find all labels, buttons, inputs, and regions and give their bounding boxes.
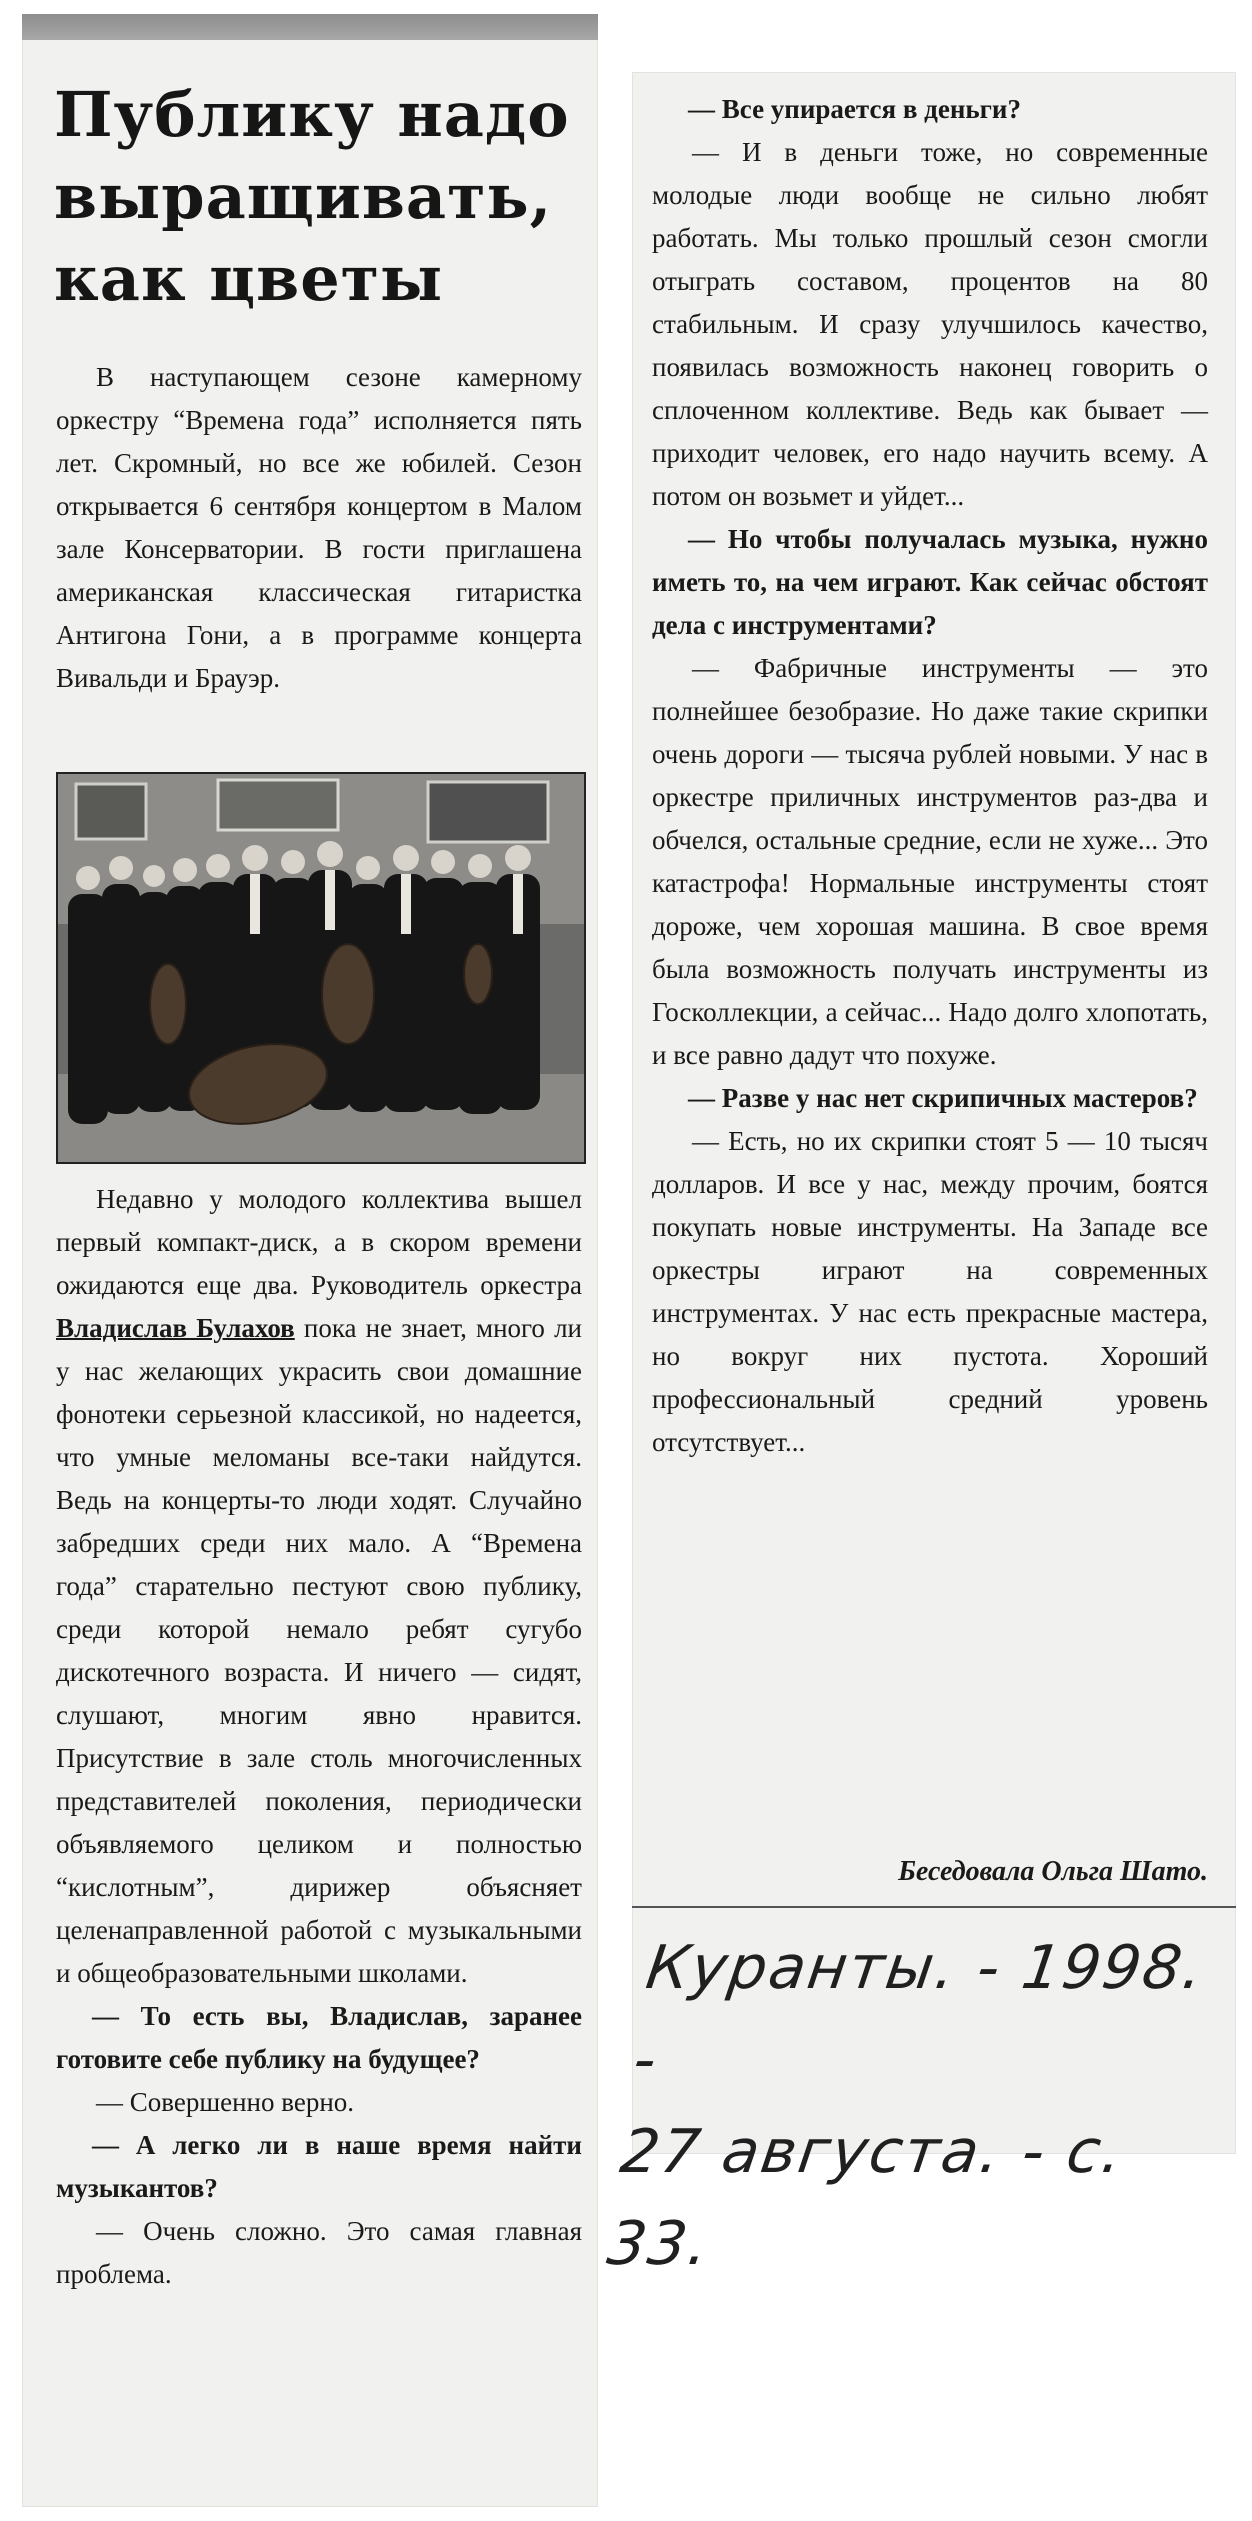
answer-3: — И в деньги тоже, но современные молодые люди вообще не сильно любят работать. Мы только прошлый сезон смогли отыграть составом, процентов на 80 стабильным. И сразу улучшилось качество, появилась возможность наконец говорить о сплоченном коллективе. Ведь как бывает — приходит человек, его надо научить всему. А потом он возьмет и уйдет... <box>652 137 1208 511</box>
story-left-column <box>56 1178 582 2296</box>
orchestra-photo <box>56 772 586 1164</box>
question-5: — Разве у нас нет скрипичных мастеров? <box>688 1083 1198 1113</box>
story-paragraph-1 <box>56 1178 582 1995</box>
article-clipping-left <box>22 14 598 2507</box>
story-text: Недавно у молодого коллектива вышел первый компакт-диск, а в скором времени ожидаются еще два. Руководитель оркестра <box>56 1184 582 1300</box>
handwritten-citation <box>603 1922 1244 2279</box>
question-3: — Все упирается в деньги? <box>688 94 1021 124</box>
intro-text: В наступающем сезоне камерному оркестру “Времена года” исполняется пять лет. Скромный, но все же юбилей. Сезон открывается 6 сентября концертом в Малом зале Консерватории. В гости приглашена американская классическая гитаристка Антигона Гони, а в программе концерта Вивальди и Брауэр. <box>56 362 582 693</box>
answer-2: — Очень сложно. Это самая главная проблема. <box>56 2216 582 2289</box>
question-4: — Но чтобы получалась музыка, нужно иметь то, на чем играют. Как сейчас обстоят дела с инструментами? <box>652 524 1208 640</box>
divider <box>632 1906 1236 1908</box>
question-2: — А легко ли в наше время найти музыкантов? <box>56 2130 582 2203</box>
conductor-name: Владислав Булахов <box>56 1313 295 1343</box>
header-bar <box>22 14 598 40</box>
intro-paragraph <box>56 356 582 700</box>
answer-1: — Совершенно верно. <box>96 2087 355 2117</box>
answer-4: — Фабричные инструменты — это полнейшее безобразие. Но даже такие скрипки очень дороги — тысяча рублей новыми. У нас в оркестре приличных инструментов раз-два и обчелся, остальные средние, если не хуже... Это катастрофа! Нормальные инструменты стоят дороже, чем хорошая машина. В свое время была возможность получать инструменты из Госколлекции, а сейчас... Надо долго хлопотать, и все равно дадут что похуже. <box>652 653 1208 1070</box>
story-right-column <box>652 88 1208 1464</box>
question-1: — То есть вы, Владислав, заранее готовите себе публику на будущее? <box>56 2001 582 2074</box>
handwritten-line-2: 27 августа. - с. 33. <box>603 2117 1129 2279</box>
headline: Публику надо выращивать, как цветы <box>54 78 570 315</box>
byline: Беседовала Ольга Шато. <box>898 1856 1208 1887</box>
article-clipping-right <box>603 72 1236 2279</box>
story-text: пока не знает, много ли у нас желающих украсить свои домашние фонотеки серьезной классикой, но надеется, что умные меломаны все-таки найдутся. Ведь на концерты-то люди ходят. Случайно забредших среди них мало. А “Времена года” старательно пестуют свою публику, среди которой немало ребят сугубо дискотечного возраста. И ничего — сидят, слушают, многим явно нравится. Присутствие в зале столь многочисленных представителей поколения, периодически объявляемого целиком и полностью “кислотным”, дирижер объясняет целенаправленной работой с музыкальными и общеобразовательными школами. <box>56 1313 582 1988</box>
handwritten-line-1: Куранты. - 1998. - <box>629 1933 1210 2095</box>
answer-5: — Есть, но их скрипки стоят 5 — 10 тысяч долларов. И все у нас, между прочим, боятся покупать новые инструменты. На Западе все оркестры играют на современных инструментах. У нас есть прекрасные мастера, но вокруг них пустота. Хороший профессиональный средний уровень отсутствует... <box>652 1126 1208 1457</box>
orchestra-photo-icon <box>58 774 584 1162</box>
